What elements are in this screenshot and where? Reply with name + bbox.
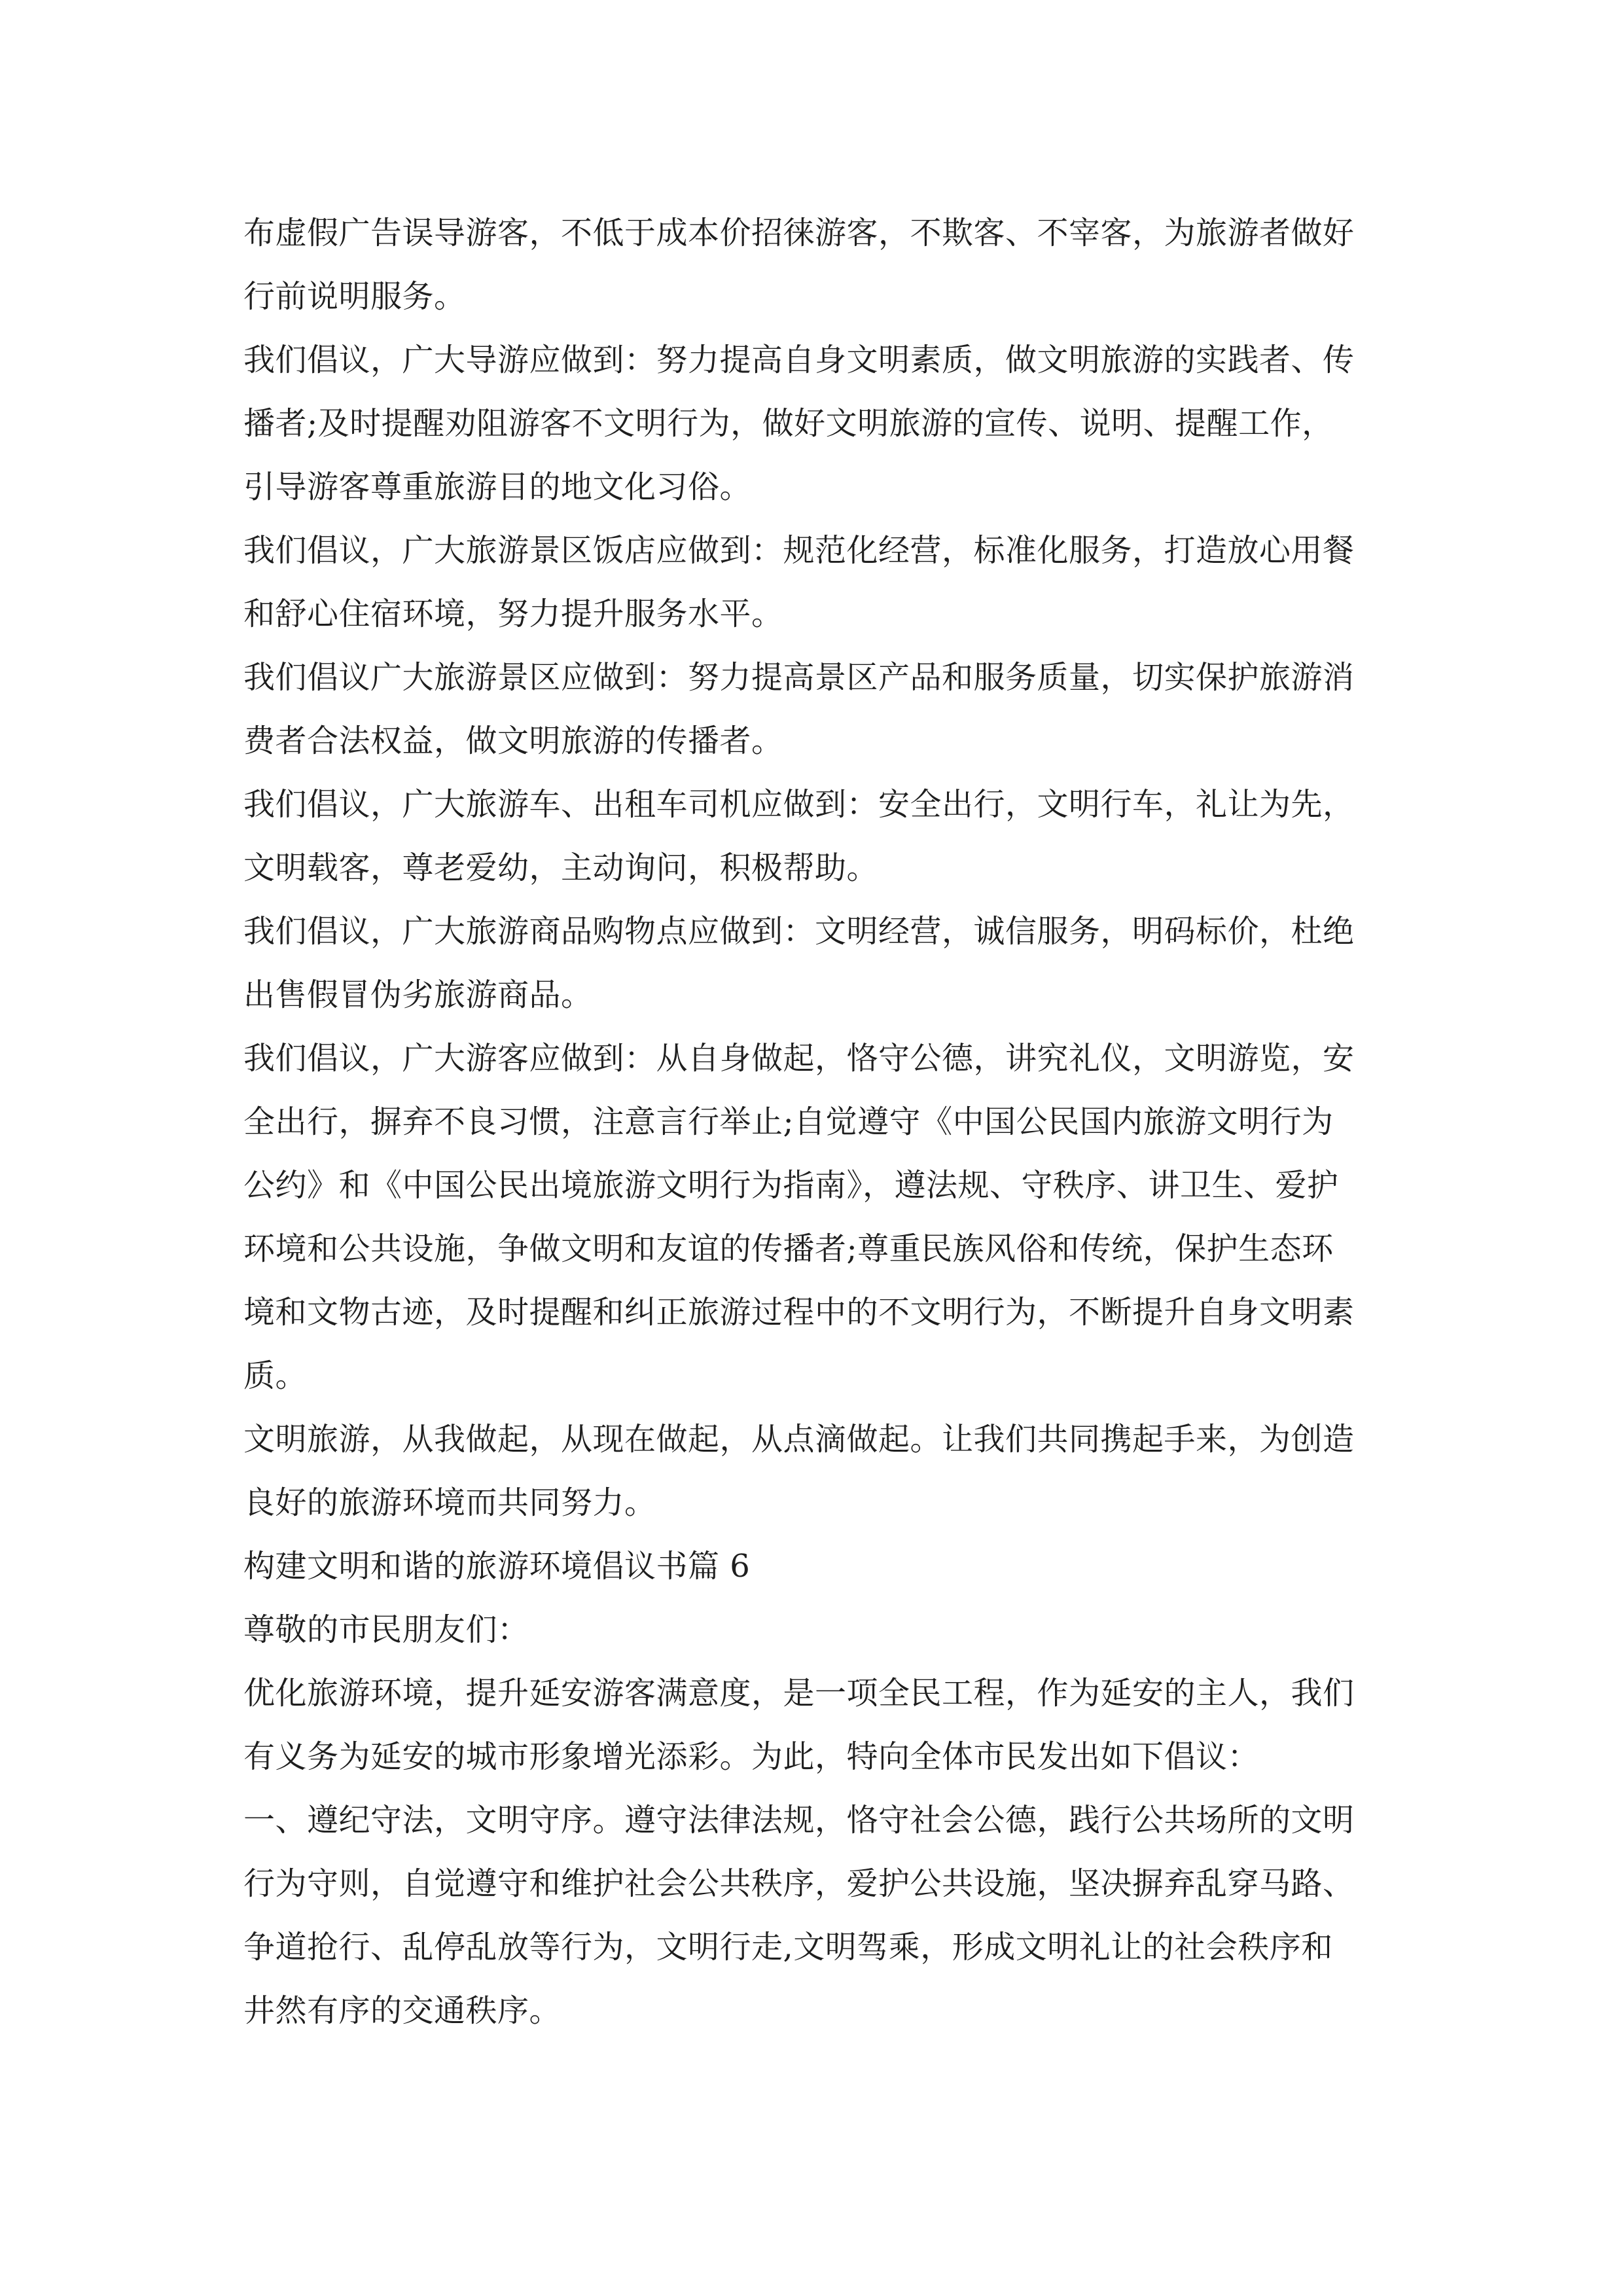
paragraph-2: 我们倡议，广大导游应做到：努力提高自身文明素质，做文明旅游的实践者、传 播者;及时提醒劝阻游客不文明行为，做好文明旅游的宣传、说明、提醒工作， 引导游客尊重旅游目的地文化习俗。 xyxy=(243,342,1355,505)
paragraph-10: 一、遵纪守法，文明守序。遵守法律法规，恪守社会公德，践行公共场所的文明 行为守则，自觉遵守和维护社会公共秩序，爱护公共设施，坚决摒弃乱穿马路、 争道抢行、乱停乱放等行为，文明行走,文明驾乘，形成文明礼让的社会秩序和 井然有序的交通秩序。 xyxy=(243,1802,1355,2029)
paragraph-6: 我们倡议，广大旅游商品购物点应做到：文明经营，诚信服务，明码标价，杜绝 出售假冒伪劣旅游商品。 xyxy=(243,913,1355,1013)
paragraph-4: 我们倡议广大旅游景区应做到：努力提高景区产品和服务质量，切实保护旅游消 费者合法权益，做文明旅游的传播者。 xyxy=(243,659,1355,759)
paragraph-7: 我们倡议，广大游客应做到：从自身做起，恪守公德，讲究礼仪，文明游览，安 全出行，摒弃不良习惯，注意言行举止;自觉遵守《中国公民国内旅游文明行为 公约》和《中国公民出境旅游文明行为指南》，遵法规、守秩序、讲卫生、爱护 环境和公共设施，争做文明和友谊的传播者;尊重民族风俗和传统，保护生态环 境和文物古迹，及时提醒和纠正旅游过程中的不文明行为，不断提升自身文明素 质。 xyxy=(243,1040,1355,1394)
document-body xyxy=(243,202,1395,2043)
section-title: 构建文明和谐的旅游环境倡议书篇 6 xyxy=(243,1548,751,1585)
paragraph-8: 文明旅游，从我做起，从现在做起，从点滴做起。让我们共同携起手来，为创造 良好的旅游环境而共同努力。 xyxy=(243,1421,1355,1521)
paragraph-9: 优化旅游环境，提升延安游客满意度，是一项全民工程，作为延安的主人，我们 有义务为延安的城市形象增光添彩。为此，特向全体市民发出如下倡议： xyxy=(243,1675,1355,1775)
paragraph-3: 我们倡议，广大旅游景区饭店应做到：规范化经营，标准化服务，打造放心用餐 和舒心住宿环境，努力提升服务水平。 xyxy=(243,532,1355,632)
greeting: 尊敬的市民朋友们： xyxy=(243,1611,529,1648)
paragraph-1: 布虚假广告误导游客，不低于成本价招徕游客，不欺客、不宰客，为旅游者做好 行前说明服务。 xyxy=(243,215,1355,315)
paragraph-5: 我们倡议，广大旅游车、出租车司机应做到：安全出行，文明行车，礼让为先， 文明载客，尊老爱幼，主动询问，积极帮助。 xyxy=(243,786,1355,886)
